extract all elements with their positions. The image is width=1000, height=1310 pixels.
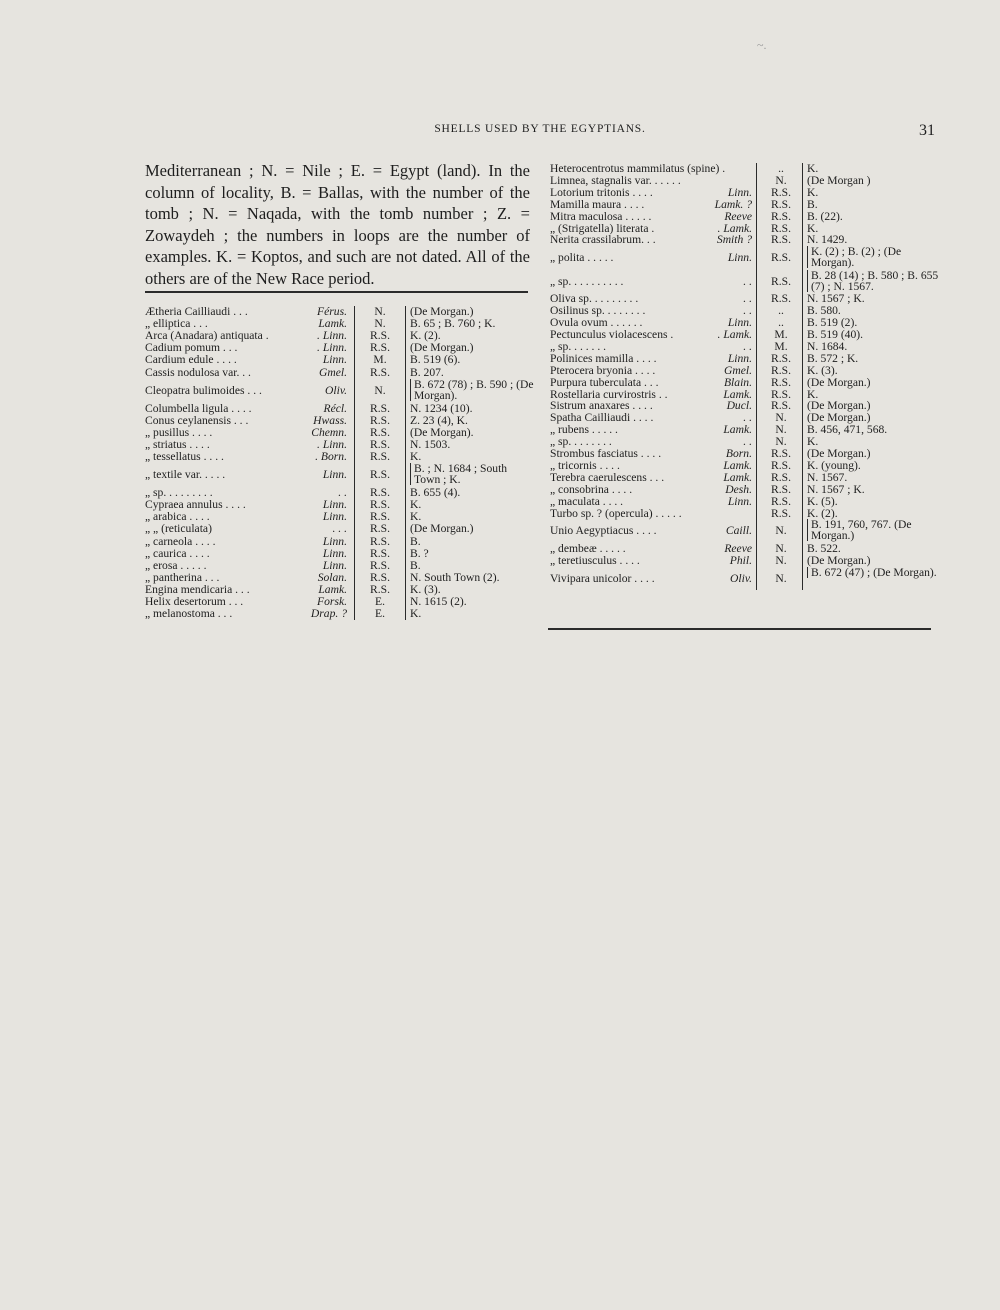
locality-cell: R.S. xyxy=(771,221,791,235)
locality-cell: R.S. xyxy=(771,399,791,413)
species-name: Conus ceylanensis . . . xyxy=(145,413,249,427)
notes-cell: (De Morgan.) xyxy=(410,522,474,536)
species-name: Ovula ovum . . . . . . xyxy=(550,316,643,330)
notes-cell: K. xyxy=(807,185,819,199)
notes-cell: K. (2) ; B. (2) ; (De Morgan). xyxy=(807,246,939,268)
locality-cell: M. xyxy=(774,328,788,341)
notes-cell: B. 580. xyxy=(807,304,841,318)
locality-cell: R.S. xyxy=(370,558,390,572)
author-cell: Linn. xyxy=(322,353,347,367)
locality-cell: .. xyxy=(778,162,784,175)
author-cell: Oliv. xyxy=(730,571,752,585)
notes-cell: B. ; N. 1684 ; South Town ; K. xyxy=(410,463,534,485)
species-name: „ striatus . . . . xyxy=(145,437,210,451)
species-name: Pterocera bryonia . . . . xyxy=(550,363,656,377)
locality-cell: R.S. xyxy=(771,375,791,389)
notes-cell: N. 1567 ; K. xyxy=(807,482,865,496)
author-cell: Lamk. xyxy=(723,387,752,401)
species-name: Turbo sp. ? (opercula) . . . . . xyxy=(550,506,682,520)
author-cell: Desh. xyxy=(725,482,752,496)
species-name: „ tessellatus . . . . xyxy=(145,450,224,463)
locality-cell: R.S. xyxy=(771,470,791,484)
species-name: „ polita . . . . . xyxy=(550,251,614,265)
locality-cell: N. xyxy=(775,571,787,585)
species-name: Terebra caerulescens . . . xyxy=(550,470,665,484)
notes-cell: N. 1429. xyxy=(807,233,848,247)
table-row xyxy=(145,572,530,584)
locality-cell: N. xyxy=(775,541,787,555)
author-cell: Lamk. xyxy=(723,423,752,437)
table-row xyxy=(550,555,935,567)
locality-cell: M. xyxy=(774,339,788,353)
notes-cell: (De Morgan.) xyxy=(807,553,871,567)
notes-cell: K. (3). xyxy=(807,363,838,377)
table-row xyxy=(550,246,935,270)
author-cell: Blain. xyxy=(723,375,752,389)
author-cell: Gmel. xyxy=(318,365,347,379)
author-cell: Born. xyxy=(725,447,752,460)
species-name: Engina mendicaria . . . xyxy=(145,582,250,596)
author-cell: Linn. xyxy=(322,558,347,572)
notes-cell: B. 519 (6). xyxy=(410,353,461,367)
locality-cell: N. xyxy=(775,435,787,449)
locality-cell: R.S. xyxy=(370,425,390,439)
author-cell: Lamk. xyxy=(318,582,347,596)
notes-cell: B. 207. xyxy=(410,365,444,379)
species-name: Polinices mamilla . . . . xyxy=(550,351,657,365)
notes-cell: (De Morgan.) xyxy=(807,411,871,425)
author-cell: Phil. xyxy=(729,553,752,567)
author-cell: . Linn. xyxy=(317,329,347,343)
column-divider xyxy=(354,306,355,620)
table-row xyxy=(550,567,935,591)
notes-cell: B. (22). xyxy=(807,209,843,223)
author-cell: Linn. xyxy=(322,510,347,524)
author-cell: . . xyxy=(743,435,752,449)
notes-cell: B. xyxy=(410,558,421,572)
locality-cell: R.S. xyxy=(771,494,791,508)
species-name: „ textile var. . . . . xyxy=(145,468,226,482)
locality-cell: R.S. xyxy=(771,447,791,460)
species-name: „ sp. . . . . . . . xyxy=(550,435,612,449)
left-top-rule xyxy=(145,291,528,293)
author-cell: . Lamk. xyxy=(717,221,752,235)
locality-cell: R.S. xyxy=(771,506,791,520)
species-name: „ carneola . . . . xyxy=(145,534,216,548)
notes-cell: B. 672 (47) ; (De Morgan). xyxy=(807,567,939,578)
author-cell: Linn. xyxy=(727,494,752,508)
species-name: Cadium pomum . . . xyxy=(145,341,238,355)
species-name: „ (Strigatella) literata . xyxy=(550,221,655,235)
notes-cell: K. (2). xyxy=(410,329,441,343)
locality-cell: N. xyxy=(775,423,787,437)
locality-cell: R.S. xyxy=(370,437,390,451)
locality-cell: R.S. xyxy=(370,510,390,524)
species-name: Columbella ligula . . . . xyxy=(145,401,252,415)
locality-cell: R.S. xyxy=(771,185,791,199)
author-cell: Linn. xyxy=(727,251,752,265)
notes-cell: K. xyxy=(410,450,422,463)
locality-cell: R.S. xyxy=(370,546,390,560)
notes-cell: K. (2). xyxy=(807,506,838,520)
table-row xyxy=(145,427,530,439)
species-name: Cleopatra bulimoides . . . xyxy=(145,383,262,397)
locality-cell: N. xyxy=(775,553,787,567)
table-row xyxy=(145,608,530,620)
species-name: Purpura tuberculata . . . xyxy=(550,375,659,389)
author-cell: Lamk. xyxy=(723,458,752,472)
notes-cell: N. 1615 (2). xyxy=(410,595,467,608)
species-name: Limnea, stagnalis var. . . . . . xyxy=(550,173,681,187)
locality-cell: R.S. xyxy=(771,274,791,288)
notes-cell: N. 1234 (10). xyxy=(410,401,473,415)
table-row xyxy=(550,519,935,543)
table-row xyxy=(145,354,530,366)
locality-cell: R.S. xyxy=(370,468,390,482)
author-cell: . Linn. xyxy=(317,341,347,355)
species-name: „ consobrina . . . . xyxy=(550,482,633,496)
locality-cell: R.S. xyxy=(771,482,791,496)
locality-cell: R.S. xyxy=(771,209,791,223)
locality-cell: R.S. xyxy=(771,458,791,472)
species-name: Pectunculus violacescens . xyxy=(550,328,674,341)
notes-cell: (De Morgan.) xyxy=(410,341,474,355)
notes-cell: B. 655 (4). xyxy=(410,486,461,500)
author-cell: . Linn. xyxy=(317,437,347,451)
author-cell: . . xyxy=(743,304,752,318)
author-cell: Ducl. xyxy=(726,399,752,413)
notes-cell: N. 1684. xyxy=(807,339,848,353)
author-cell: Linn. xyxy=(727,316,752,330)
species-name: Spatha Cailliaudi . . . . xyxy=(550,411,654,425)
author-cell: . Born. xyxy=(315,450,347,463)
species-name: „ arabica . . . . xyxy=(145,510,210,524)
table-row xyxy=(550,377,935,389)
species-name: „ dembeæ . . . . . xyxy=(550,541,626,555)
notes-cell: K. xyxy=(807,221,819,235)
locality-cell: N. xyxy=(775,173,787,187)
species-name: „ „ (reticulata) xyxy=(145,522,212,536)
locality-cell: R.S. xyxy=(370,486,390,500)
notes-cell: B. 519 (40). xyxy=(807,328,864,341)
author-cell: Reeve xyxy=(724,541,752,555)
notes-cell: (De Morgan.) xyxy=(807,447,871,460)
notes-cell: B. 522. xyxy=(807,541,841,555)
author-cell: Chemn. xyxy=(311,425,347,439)
species-name: „ elliptica . . . xyxy=(145,317,208,331)
notes-cell: (De Morgan.) xyxy=(807,399,871,413)
table-row xyxy=(550,496,935,508)
author-cell: Oliv. xyxy=(325,383,347,397)
notes-cell: B. 28 (14) ; B. 580 ; B. 655 (7) ; N. 1567. xyxy=(807,270,939,292)
species-name: „ teretiusculus . . . . xyxy=(550,553,640,567)
notes-cell: B. 65 ; B. 760 ; K. xyxy=(410,317,496,331)
author-cell: Lamk. xyxy=(318,317,347,331)
table-row xyxy=(145,523,530,535)
notes-cell: B. 572 ; K. xyxy=(807,351,859,365)
notes-cell: K. xyxy=(807,435,819,449)
author-cell: Solan. xyxy=(317,570,347,584)
species-name: Cypraea annulus . . . . xyxy=(145,498,246,512)
author-cell: Linn. xyxy=(322,534,347,548)
notes-cell: K. xyxy=(410,607,422,621)
species-name: „ maculata . . . . xyxy=(550,494,624,508)
species-name: Rostellaria curvirostris . . xyxy=(550,387,668,401)
author-cell: Gmel. xyxy=(723,363,752,377)
table-row xyxy=(550,199,935,211)
author-cell: Linn. xyxy=(322,498,347,512)
notes-cell: K. xyxy=(410,498,422,512)
species-name: „ sp. . . . . . . . . xyxy=(145,486,213,500)
author-cell: . . xyxy=(338,486,347,500)
notes-cell: K. (young). xyxy=(807,458,861,472)
locality-cell: R.S. xyxy=(771,351,791,365)
author-cell: Hwass. xyxy=(313,413,347,427)
locality-cell: R.S. xyxy=(771,387,791,401)
table-row xyxy=(145,415,530,427)
species-name: „ rubens . . . . . xyxy=(550,423,618,437)
author-cell: Linn. xyxy=(322,546,347,560)
locality-cell: R.S. xyxy=(370,450,390,463)
column-divider xyxy=(802,163,803,590)
species-name: „ erosa . . . . . xyxy=(145,558,207,572)
table-row xyxy=(145,560,530,572)
notes-cell: B. ? xyxy=(410,546,429,560)
locality-cell: R.S. xyxy=(370,498,390,512)
locality-cell: R.S. xyxy=(370,534,390,548)
running-header: SHELLS USED BY THE EGYPTIANS. xyxy=(434,123,646,135)
species-name: Ætheria Cailliaudi . . . xyxy=(145,305,248,318)
species-name: Mamilla maura . . . . xyxy=(550,197,645,211)
species-name: „ pantherina . . . xyxy=(145,570,220,584)
table-row xyxy=(145,463,530,487)
species-name: Strombus fasciatus . . . . xyxy=(550,447,662,460)
species-name: Lotorium tritonis . . . . xyxy=(550,185,653,199)
locality-cell: R.S. xyxy=(771,292,791,306)
author-cell: Smith ? xyxy=(716,233,752,247)
locality-cell: E. xyxy=(375,607,385,621)
notes-cell: (De Morgan.) xyxy=(410,305,474,318)
species-name: Oliva sp. . . . . . . . . xyxy=(550,292,639,306)
notes-cell: B. xyxy=(410,534,421,548)
notes-cell: B. 456, 471, 568. xyxy=(807,423,888,437)
species-name: „ sp. . . . . . . . . . xyxy=(550,274,624,288)
notes-cell: K. (3). xyxy=(410,582,441,596)
notes-cell: K. xyxy=(410,510,422,524)
author-cell: Linn. xyxy=(727,351,752,365)
locality-cell: N. xyxy=(775,524,787,538)
species-name: „ caurica . . . . xyxy=(145,546,210,560)
table-row xyxy=(145,548,530,560)
locality-cell: R.S. xyxy=(370,365,390,379)
page-number: 31 xyxy=(919,122,935,139)
locality-cell: R.S. xyxy=(771,251,791,265)
locality-cell: R.S. xyxy=(370,570,390,584)
notes-cell: (De Morgan). xyxy=(410,425,474,439)
notes-cell: K. (5). xyxy=(807,494,838,508)
species-name: „ pusillus . . . . xyxy=(145,425,213,439)
notes-cell: B. 519 (2). xyxy=(807,316,858,330)
locality-cell: N. xyxy=(374,317,386,331)
author-cell: Forsk. xyxy=(317,595,347,608)
table-row xyxy=(145,377,534,403)
species-name: „ melanostoma . . . xyxy=(145,607,233,621)
notes-cell: B. xyxy=(807,197,818,211)
table-row xyxy=(550,268,939,294)
table-row xyxy=(145,536,530,548)
author-cell: Caill. xyxy=(725,524,752,538)
notes-cell: (De Morgan ) xyxy=(807,173,871,187)
species-name: Unio Aegyptiacus . . . . xyxy=(550,524,657,538)
author-cell: . . xyxy=(743,292,752,306)
locality-cell: R.S. xyxy=(370,341,390,355)
locality-cell: R.S. xyxy=(771,197,791,211)
author-cell: Linn. xyxy=(727,185,752,199)
author-cell: Lamk. ? xyxy=(714,197,752,211)
author-cell: Récl. xyxy=(323,401,347,415)
notes-cell: B. 191, 760, 767. (De Morgan.) xyxy=(807,519,939,541)
author-cell: . Lamk. xyxy=(717,328,752,341)
notes-cell: (De Morgan.) xyxy=(807,375,871,389)
author-cell: . . . xyxy=(332,522,347,536)
species-name: Vivipara unicolor . . . . xyxy=(550,571,655,585)
table-row xyxy=(550,353,935,365)
locality-cell: .. xyxy=(778,316,784,330)
intro-paragraph: Mediterranean ; N. = Nile ; E. = Egypt (land). In the column of locality, B. = Ballas, with the number of the tomb ; N. = Naqada, with the tomb number ; Z. = Zowaydeh ; the numbers in loops are the number of examples. K. = Koptos, and such are not dated. All of the others are of the New Race period. xyxy=(145,161,530,288)
locality-cell: R.S. xyxy=(370,401,390,415)
locality-cell: R.S. xyxy=(771,233,791,247)
locality-cell: E. xyxy=(375,595,385,608)
species-name: Mitra maculosa . . . . . xyxy=(550,209,652,223)
notes-cell: N. 1503. xyxy=(410,437,451,451)
table-row xyxy=(550,484,935,496)
species-name: Sistrum anaxares . . . . xyxy=(550,399,653,413)
species-name: Cardium edule . . . . xyxy=(145,353,237,367)
table-row xyxy=(550,187,935,199)
author-cell: . . xyxy=(743,339,752,353)
author-cell: Lamk. xyxy=(723,470,752,484)
author-cell: Linn. xyxy=(322,468,347,482)
locality-cell: R.S. xyxy=(370,413,390,427)
author-cell: . . xyxy=(743,274,752,288)
notes-cell: B. 672 (78) ; B. 590 ; (De Morgan). xyxy=(410,379,534,401)
locality-cell: N. xyxy=(374,305,386,318)
author-cell: . . xyxy=(743,411,752,425)
species-name: Heterocentrotus mammilatus (spine) . xyxy=(550,162,726,175)
notes-cell: N. 1567. xyxy=(807,470,848,484)
species-name: Nerita crassilabrum. . . xyxy=(550,233,656,247)
table-row xyxy=(145,403,530,415)
locality-cell: R.S. xyxy=(370,522,390,536)
table-row xyxy=(550,472,935,484)
author-cell: Férus. xyxy=(317,305,347,318)
locality-cell: R.S. xyxy=(370,329,390,343)
species-name: Helix desertorum . . . xyxy=(145,595,244,608)
column-divider xyxy=(405,306,406,620)
table-row xyxy=(550,365,935,377)
species-name: Cassis nodulosa var. . . xyxy=(145,365,251,379)
notes-cell: K. xyxy=(807,162,819,175)
table-row xyxy=(550,211,935,223)
author-cell: Reeve xyxy=(724,209,752,223)
locality-cell: R.S. xyxy=(370,582,390,596)
notes-cell: K. xyxy=(807,387,819,401)
locality-cell: .. xyxy=(778,304,784,318)
notes-cell: N. South Town (2). xyxy=(410,570,500,584)
notes-cell: N. 1567 ; K. xyxy=(807,292,865,306)
species-name: Arca (Anadara) antiquata . xyxy=(145,329,269,343)
locality-cell: M. xyxy=(373,353,387,367)
species-name: „ tricornis . . . . xyxy=(550,458,620,472)
column-divider xyxy=(756,163,757,590)
right-bottom-rule xyxy=(548,628,931,630)
locality-cell: N. xyxy=(374,383,386,397)
table-row xyxy=(145,367,530,379)
author-cell: Drap. ? xyxy=(310,607,347,621)
locality-cell: R.S. xyxy=(771,363,791,377)
scan-speck: ~. xyxy=(757,38,767,52)
notes-cell: Z. 23 (4), K. xyxy=(410,413,468,427)
species-name: Osilinus sp. . . . . . . . xyxy=(550,304,646,318)
locality-cell: N. xyxy=(775,411,787,425)
species-name: „ sp. . . . . . . xyxy=(550,339,607,353)
